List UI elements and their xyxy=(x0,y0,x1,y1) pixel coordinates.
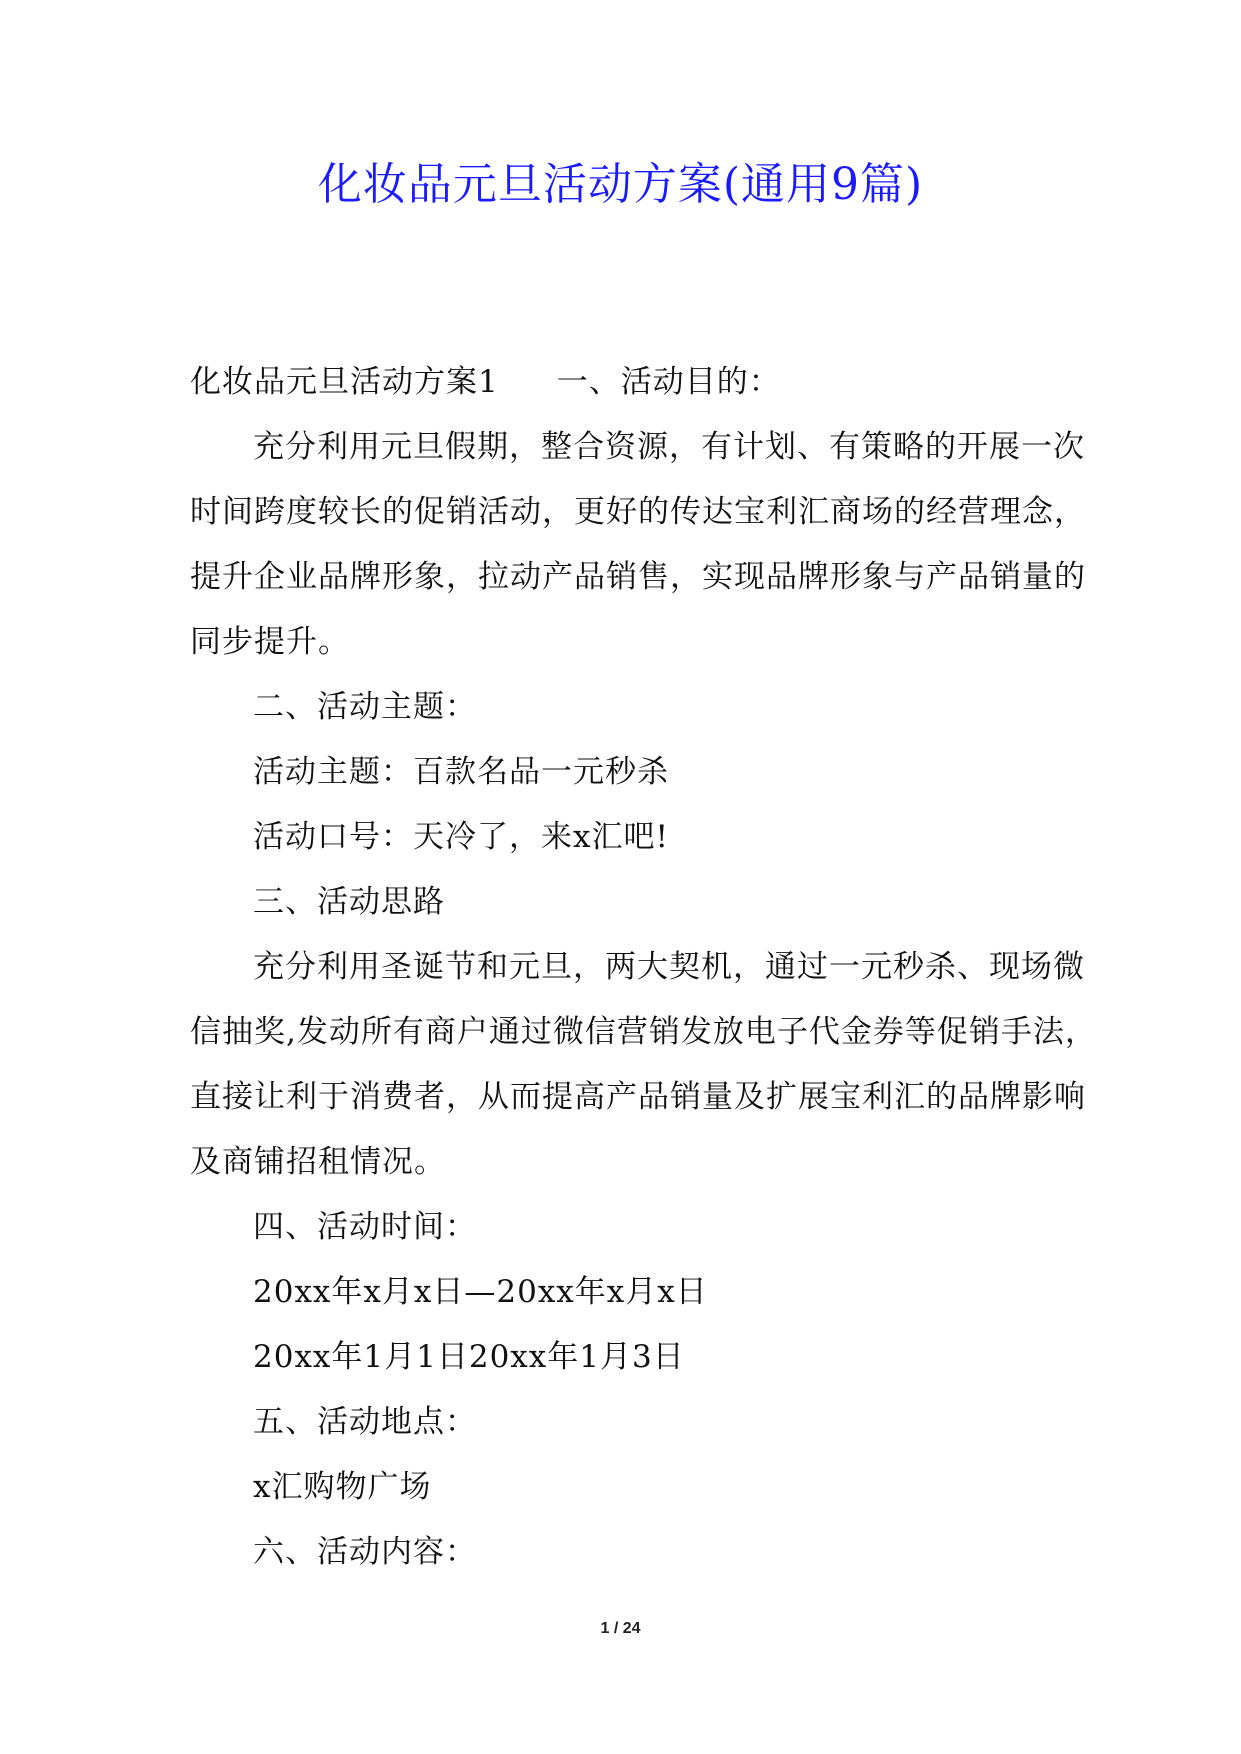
document-body xyxy=(190,350,1097,1585)
page-number: 1 / 24 xyxy=(600,1620,641,1637)
paragraph-line-13: 及商铺招租情况。 xyxy=(190,1144,446,1180)
paragraph-line-19: 六、活动内容： xyxy=(253,1534,477,1570)
paragraph-line-3: 时间跨度较长的促销活动，更好的传达宝利汇商场的经营理念， xyxy=(190,494,1086,530)
paragraph-line-10: 充分利用圣诞节和元旦，两大契机，通过一元秒杀、现场微 xyxy=(253,949,1085,985)
paragraph-line-16: 20xx年1月1日20xx年1月3日 xyxy=(253,1339,685,1375)
section-heading-right: 一、活动目的： xyxy=(556,364,781,400)
paragraph-line-11: 信抽奖,发动所有商户通过微信营销发放电子代金券等促销手法， xyxy=(190,1014,1097,1050)
paragraph-line-18: x汇购物广场 xyxy=(253,1469,432,1505)
paragraph-line-6: 二、活动主题： xyxy=(253,689,477,725)
paragraph-line-5: 同步提升。 xyxy=(190,624,350,660)
paragraph-line-14: 四、活动时间： xyxy=(253,1209,477,1245)
section-heading-left: 化妆品元旦活动方案1 xyxy=(190,364,499,400)
paragraph-line-1 xyxy=(190,350,1070,415)
paragraph-line-4: 提升企业品牌形象，拉动产品销售，实现品牌形象与产品销量的 xyxy=(190,559,1086,595)
paragraph-line-12: 直接让利于消费者，从而提高产品销量及扩展宝利汇的品牌影响 xyxy=(190,1079,1086,1115)
paragraph-line-2: 充分利用元旦假期，整合资源，有计划、有策略的开展一次 xyxy=(253,429,1085,465)
paragraph-line-8: 活动口号：天冷了，来x汇吧! xyxy=(253,819,669,855)
paragraph-line-17: 五、活动地点： xyxy=(253,1404,477,1440)
paragraph-line-9: 三、活动思路 xyxy=(253,884,445,920)
paragraph-line-15: 20xx年x月x日—20xx年x月x日 xyxy=(253,1274,708,1310)
document-title: 化妆品元旦活动方案(通用9篇) xyxy=(317,159,924,210)
paragraph-line-7: 活动主题：百款名品一元秒杀 xyxy=(253,754,669,790)
